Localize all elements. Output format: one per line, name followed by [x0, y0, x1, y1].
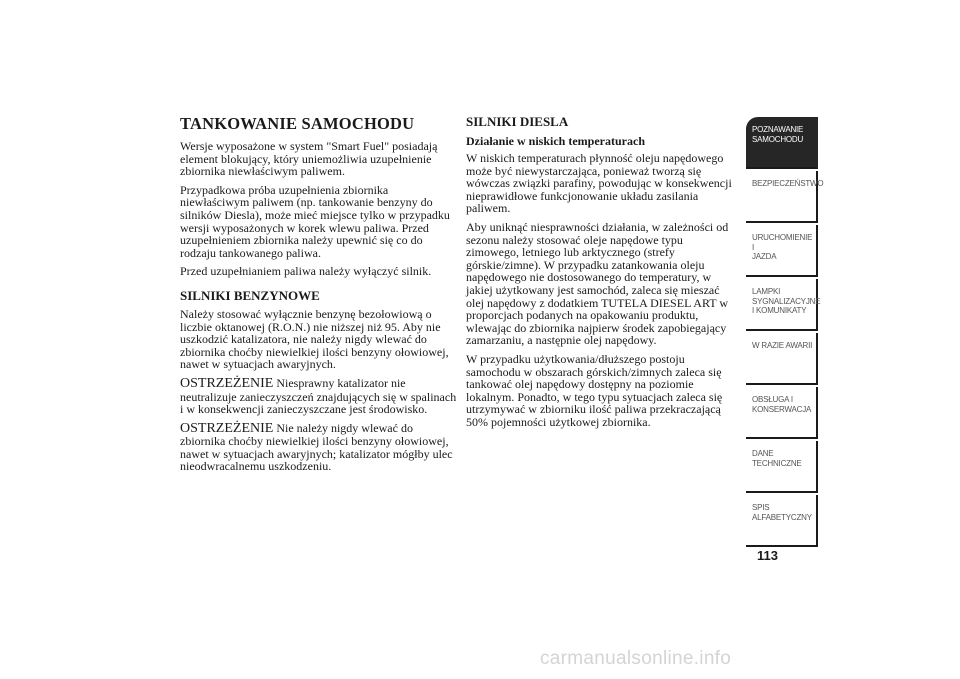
left-column — [180, 114, 458, 479]
paragraph-unleaded: Należy stosować wyłącznie benzynę bezołowiową o liczbie oktanowej (R.O.N.) nie niższej niż 95. Aby nie uszkodzić katalizatora, nie należy nigdy wlewać do zbiornika choćby niewielkiej ilości benzyny ołowiowej, nawet w sytuacjach awaryjnych. — [180, 306, 449, 372]
tab-poznawanie-samochodu[interactable] — [746, 117, 818, 169]
paragraph-smart-fuel: Wersje wyposażone w system "Smart Fuel" posiadają element blokujący, który uniemożliwia uzupełnienie zbiornika niewłaściwym paliwem. — [180, 139, 438, 179]
tab-dane-techniczne[interactable] — [746, 441, 818, 493]
heading-diesel-engines: SILNIKI DIESLA — [466, 114, 569, 129]
tab-label: BEZPIECZEŃSTWO — [752, 179, 824, 188]
tab-w-razie-awarii[interactable] — [746, 333, 818, 385]
tab-obsluga-konserwacja[interactable] — [746, 387, 818, 439]
tab-spis-alfabetyczny[interactable] — [746, 495, 818, 547]
tab-label: POZNAWANIE SAMOCHODU — [752, 125, 804, 144]
warning-label: OSTRZEŻENIE — [180, 375, 274, 391]
warning-text: Niesprawny katalizator nie neutralizuje zanieczyszczeń znajdujących się w spalinach i w konsekwencji zanieczyszczane jest środowisko. — [180, 375, 457, 417]
tab-label: W RAZIE AWARII — [752, 341, 813, 350]
warning-catalyst-2 — [180, 422, 458, 473]
page-number: 113 — [757, 548, 778, 563]
tab-uruchomienie-jazda[interactable] — [746, 225, 818, 277]
right-column — [466, 114, 738, 434]
warning-label: OSTRZEŻENIE — [180, 420, 274, 436]
tab-label: SPIS ALFABETYCZNY — [752, 503, 812, 522]
paragraph-seasonal-diesel: Aby uniknąć niesprawności działania, w zależności od sezonu należy stosować oleje napędowe typu zimowego, letniego lub arktycznego (strefy górskie/zimne). W przypadku zatankowania oleju napędowego nie dostosowanego do temperatury, w jakiej użytkowany jest samochód, zaleca się mieszać olej napędowy z dodatkiem TUTELA DIESEL ART w proporcjach podanych na opakowaniu produktu, wlewając do zbiornika najpierw środek zapobiegający zamarzaniu, a następnie olej napędowy. — [466, 219, 729, 348]
chapter-sidebar — [746, 117, 824, 549]
heading-petrol-engines: SILNIKI BENZYNOWE — [180, 287, 320, 303]
tab-label: URUCHOMIENIE I JAZDA — [752, 233, 813, 261]
watermark: carmanualsonline.info — [540, 648, 732, 669]
warning-text: Nie należy nigdy wlewać do zbiornika choćby niewielkiej ilości benzyny ołowiowej, nawet w sytuacjach awaryjnych; katalizator mógłby ulec nieodwracalnemu uszkodzeniu. — [180, 420, 453, 474]
paragraph-engine-off: Przed uzupełnianiem paliwa należy wyłączyć silnik. — [180, 264, 432, 279]
subheading-low-temperature: Działanie w niskich temperaturach — [466, 134, 645, 148]
paragraph-paraffin: W niskich temperaturach płynność oleju napędowego może być niewystarczająca, ponieważ tworzą się wówczas związki parafiny, powodując w konsekwencji nieprawidłowe funkcjonowanie układu zasilania paliwem. — [466, 151, 732, 216]
tab-label: DANE TECHNICZNE — [752, 449, 802, 468]
tab-label: OBSŁUGA I KONSERWACJA — [752, 395, 812, 414]
paragraph-wrong-fuel: Przypadkowa próba uzupełnienia zbiornika niewłaściwym paliwem (np. tankowanie benzyny do silników Diesla), może mieć miejsce tylko w przypadku wersji wyposażonych w korek wlewu paliwa. Przed uzupełnieniem zbiornika należy upewnić się co do rodzaju tankowanego paliwa. — [180, 182, 450, 260]
tab-lampki-sygnalizacyjne[interactable] — [746, 279, 821, 331]
tab-bezpieczenstwo[interactable] — [746, 171, 824, 223]
paragraph-mountain-areas: W przypadku użytkowania/dłuższego postoju samochodu w obszarach górskich/zimnych zaleca się tankować olej napędowy dostępny na poziomie lokalnym. Ponadto, w tego typu sytuacjach zaleca się utrzymywać w zbiorniku ilość paliwa przekraczającą 50% pojemności użytkowej zbiornika. — [466, 351, 723, 429]
tab-label: LAMPKI SYGNALIZACYJNE I KOMUNIKATY — [752, 287, 821, 315]
warning-catalyst-1 — [180, 377, 458, 416]
section-title: TANKOWANIE SAMOCHODU — [180, 114, 415, 133]
